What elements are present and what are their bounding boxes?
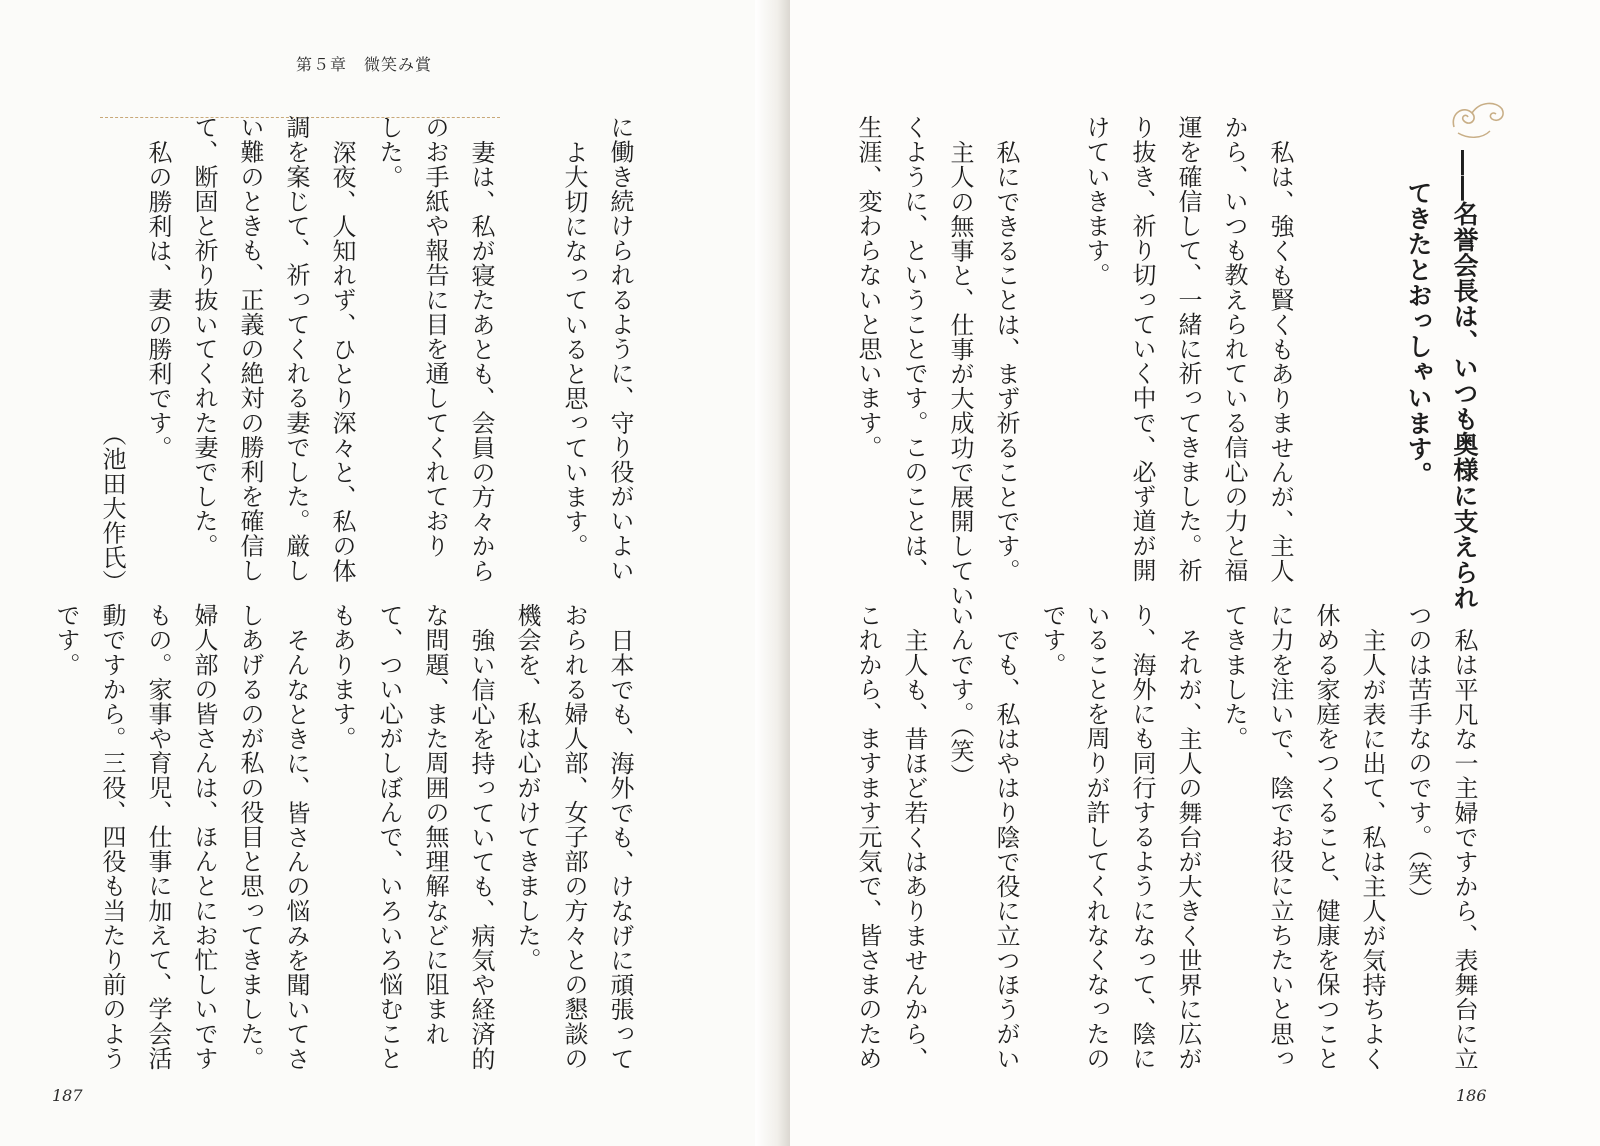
text-column: これから、ますます元気で、皆さまのため bbox=[854, 603, 882, 1071]
text-column: いんです。（笑） bbox=[946, 603, 974, 788]
text-column: 主人が表に出て、私は主人が気持ちよく bbox=[1358, 628, 1386, 1071]
text-column: て、断固と祈り抜いてくれた妻でした。 bbox=[190, 115, 218, 558]
text-column: い難のときも、正義の絶対の勝利を確信し bbox=[236, 115, 264, 583]
text-column: 強い信心を持っていても、病気や経済的 bbox=[467, 628, 495, 1071]
text-column: 主人も、昔ほど若くはありませんから、 bbox=[900, 628, 928, 1071]
running-head: 第５章 微笑み賞 bbox=[296, 55, 433, 74]
text-column: です。 bbox=[52, 603, 80, 677]
text-column: 休める家庭をつくること、健康を保つこと bbox=[1312, 603, 1340, 1071]
text-column: 私は平凡な一主婦ですから、表舞台に立 bbox=[1450, 628, 1478, 1071]
text-column: 妻は、私が寝たあとも、会員の方々から bbox=[467, 140, 495, 583]
text-column: つのは苦手なのです。（笑） bbox=[1404, 603, 1432, 911]
text-column: り、海外にも同行するようになって、陰に bbox=[1128, 603, 1156, 1071]
text-column: くように、ということです。このことは、 bbox=[900, 115, 928, 583]
text-column: に力を注いで、陰でお役に立ちたいと思っ bbox=[1266, 603, 1294, 1071]
text-column: から、いつも教えられている信心の力と福 bbox=[1220, 115, 1248, 583]
text-column: した。 bbox=[375, 115, 403, 189]
text-column: り抜き、祈り切っていく中で、必ず道が開 bbox=[1128, 115, 1156, 583]
text-column: です。 bbox=[1038, 603, 1066, 677]
text-column: 動ですから。三役、四役も当たり前のよう bbox=[98, 603, 126, 1071]
text-column: 私は、強くも賢くもありませんが、主人 bbox=[1266, 140, 1294, 583]
text-column: おられる婦人部、女子部の方々との懇談の bbox=[560, 603, 588, 1071]
text-column: それが、主人の舞台が大きく世界に広が bbox=[1174, 628, 1202, 1071]
text-column: いることを周りが許してくれなくなったの bbox=[1082, 603, 1110, 1071]
text-column: 私の勝利は、妻の勝利です。 bbox=[144, 140, 172, 460]
text-column: でも、私はやはり陰で役に立つほうがい bbox=[992, 628, 1020, 1071]
text-column: 機会を、私は心がけてきました。 bbox=[513, 603, 541, 972]
text-column: 私にできることは、まず祈ることです。 bbox=[992, 140, 1020, 583]
interview-question: てきたとおっしゃいます。 bbox=[1404, 180, 1433, 488]
text-column: 生涯、変わらないと思います。 bbox=[854, 115, 882, 460]
text-column: 日本でも、海外でも、けなげに頑張って bbox=[606, 628, 634, 1071]
interview-question: ――名誉会長は、いつも奥様に支えられ bbox=[1450, 150, 1479, 611]
text-column: に働き続けられるように、守り役がいよい bbox=[606, 115, 634, 583]
text-column: もあります。 bbox=[328, 603, 356, 751]
text-column: のお手紙や報告に目を通してくれており bbox=[421, 115, 449, 558]
text-column: 主人の無事と、仕事が大成功で展開してい bbox=[946, 140, 974, 608]
left-page bbox=[0, 0, 785, 1146]
text-column: てきました。 bbox=[1220, 603, 1248, 751]
scroll-ornament-icon bbox=[1448, 97, 1508, 143]
text-column: な問題、また周囲の無理解などに阻まれ bbox=[421, 603, 449, 1046]
attribution: （池田大作氏） bbox=[98, 422, 126, 595]
page-number: 187 bbox=[52, 1086, 83, 1105]
text-column: 深夜、人知れず、ひとり深々と、私の体 bbox=[328, 140, 356, 583]
text-column: 運を確信して、一緒に祈ってきました。祈 bbox=[1174, 115, 1202, 583]
text-column: もの。家事や育児、仕事に加えて、学会活 bbox=[144, 603, 172, 1071]
text-column: けていきます。 bbox=[1082, 115, 1110, 288]
text-column: 婦人部の皆さんは、ほんとにお忙しいです bbox=[190, 603, 218, 1071]
page-number: 186 bbox=[1456, 1086, 1487, 1105]
text-column: よ大切になっていると思っています。 bbox=[560, 140, 588, 559]
text-column: そんなときに、皆さんの悩みを聞いてさ bbox=[282, 628, 310, 1071]
text-column: しあげるのが私の役目と思ってきました。 bbox=[236, 603, 264, 1071]
text-column: 調を案じて、祈ってくれる妻でした。厳し bbox=[282, 115, 310, 583]
text-column: て、つい心がしぼんで、いろいろ悩むこと bbox=[375, 603, 403, 1071]
